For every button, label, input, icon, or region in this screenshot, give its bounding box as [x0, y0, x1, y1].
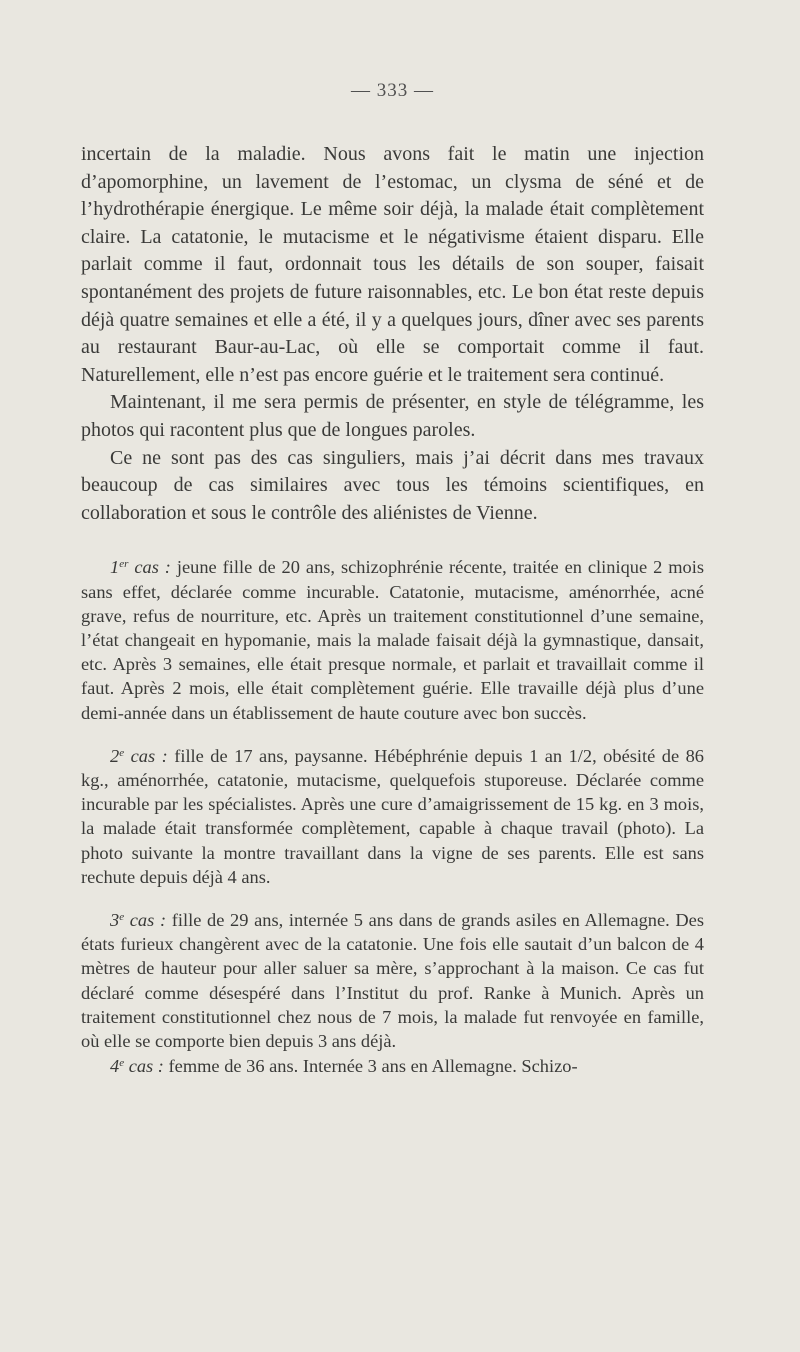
case-word: cas : [124, 909, 167, 930]
case-text: femme de 36 ans. Internée 3 ans en Allemagne. Schizo- [163, 1056, 578, 1077]
case-word: cas : [124, 745, 168, 766]
case-word: cas : [128, 557, 171, 578]
paragraph-similar-cases: Ce ne sont pas des cas singuliers, mais j’ai décrit dans mes travaux beaucoup de cas similaires avec tous les témoins scientifiques, en collaboration et sous le contrôle des aliénistes de Vienne. [81, 446, 704, 524]
case-list [81, 555, 704, 1078]
case-ordinal: e [119, 910, 125, 923]
case-paragraph-3 [81, 908, 704, 1053]
case-number: 1 [110, 557, 120, 578]
case-paragraph-1 [81, 555, 704, 724]
case-number: 4 [110, 1056, 120, 1077]
case-ordinal: e [119, 746, 125, 759]
case-label [110, 557, 171, 577]
case-label [110, 910, 166, 930]
paragraph-continuation: incertain de la maladie. Nous avons fait le matin une injection d’apomorphine, un lavement de l’estomac, un clysma de séné et de l’hydrothérapie énergique. Le même soir déjà, la malade était complètement claire. La catatonie, le mutacisme et le négativisme étaient disparu. Elle parlait comme il faut, ordonnait tous les détails de son souper, faisait spontanément des projets de future raisonnables, etc. Le bon état reste depuis déjà quatre semaines et elle a été, il y a quelques jours, dîner avec ses parents au restaurant Baur-au-Lac, où elle se comportait comme il faut. Naturellement, elle n’est pas encore guérie et le traitement sera continué. [81, 143, 704, 386]
case-word: cas : [124, 1056, 164, 1077]
paragraph-telegram: Maintenant, il me sera permis de présenter, en style de télégramme, les photos qui racontent plus que de longues paroles. [81, 391, 704, 441]
case-ordinal: er [119, 558, 129, 571]
case-text: fille de 17 ans, paysanne. Hébéphrénie depuis 1 an 1/2, obésité de 86 kg., aménorrhée, catatonie, mutacisme, quelquefois stuporeuse. Déclarée comme incurable par les spécialistes. Après une cure d’amaigrissement de 15 kg. en 3 mois, la malade était transformée complètement, capable à chaque travail (photo). La photo suivante la montre travaillant dans la vigne de ses parents. Elle est sans rechute depuis déjà 4 ans. [81, 745, 704, 887]
case-label [110, 746, 168, 766]
case-text: fille de 29 ans, internée 5 ans dans de grands asiles en Allemagne. Des états furieux changèrent avec de la catatonie. Une fois elle sautait d’un balcon de 4 mètres de hauteur pour aller saluer sa mère, s’approchant à la maison. Ce cas fut déclaré comme désespéré dans l’Institut du prof. Ranke à Munich. Après un traitement constitutionnel chez nous de 7 mois, la malade fut renvoyée en famille, où elle se comporte bien depuis 3 ans déjà. [81, 909, 704, 1051]
case-text: jeune fille de 20 ans, schizophrénie récente, traitée en clinique 2 mois sans effet, déclarée comme incurable. Catatonie, mutacisme, aménorrhée, acné grave, refus de nourriture, etc. Après un traitement constitutionnel d’une semaine, l’état changeait en hypomanie, mais la malade faisait déjà la gymnastique, dansait, etc. Après 3 semaines, elle était presque normale, et parlait et travaillait comme il faut. Après 2 mois, elle était complètement guérie. Elle travaille déjà plus d’une demi-année dans un établissement de haute couture avec bon succès. [81, 557, 705, 723]
case-paragraph-4 [81, 1054, 704, 1078]
case-number: 3 [110, 909, 120, 930]
main-text [81, 141, 704, 527]
case-ordinal: e [119, 1057, 125, 1070]
case-label [110, 1056, 164, 1076]
case-number: 2 [110, 745, 120, 766]
page-number: — 333 — [351, 80, 434, 101]
case-paragraph-2 [81, 744, 704, 889]
